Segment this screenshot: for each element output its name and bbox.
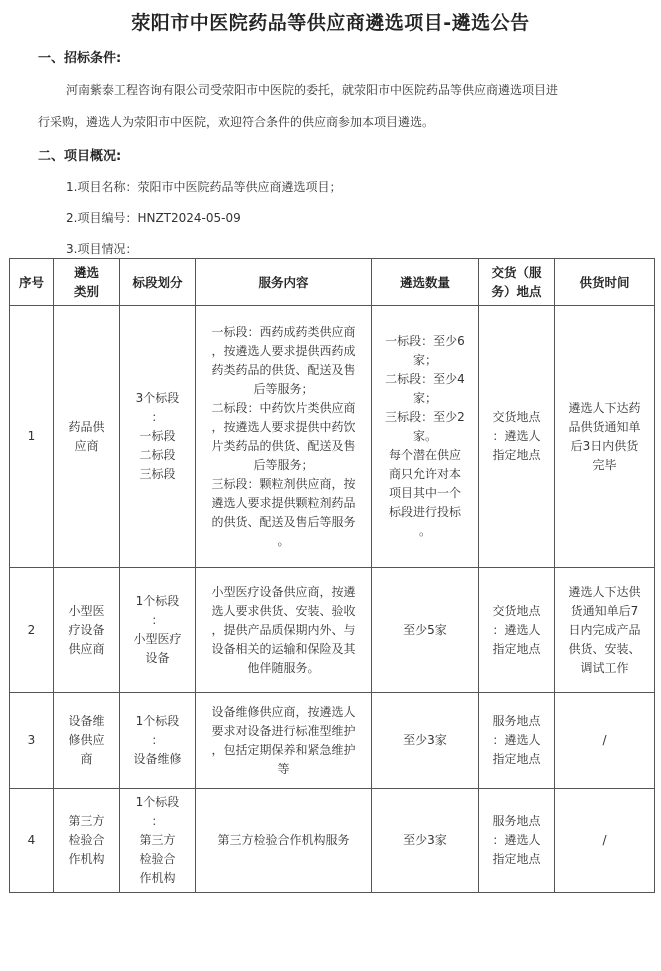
table-row (10, 568, 655, 693)
row-time: / (555, 789, 655, 893)
row-time: / (555, 693, 655, 789)
row-qty: 至少5家 (372, 568, 479, 693)
project-name-item: 1.项目名称：荥阳市中医院药品等供应商遴选项目； (66, 180, 342, 194)
paragraph-line-2: 行采购，遴选人为荥阳市中医院，欢迎符合条件的供应商参加本项目遴选。 (38, 115, 435, 129)
row-service: 设备维修供应商，按遴选人 要求对设备进行标准型维护 ，包括定期保养和紧急维护 等 (196, 693, 372, 789)
header-seq: 序号 (10, 259, 54, 306)
row-qty: 至少3家 (372, 789, 479, 893)
row-time: 遴选人下达供 货通知单后7 日内完成产品 供货、安装、 调试工作 (555, 568, 655, 693)
header-service: 服务内容 (196, 259, 372, 306)
row-location: 服务地点 ：遴选人 指定地点 (479, 789, 555, 893)
table-row (10, 789, 655, 893)
row-category: 第三方 检验合 作机构 (54, 789, 120, 893)
row-seq: 1 (10, 306, 54, 568)
row-qty: 一标段：至少6 家； 二标段：至少4 家； 三标段：至少2 家。 每个潜在供应 商只允许对本 项目其中一个 标段进行投标 。 (372, 306, 479, 568)
table-row (10, 693, 655, 789)
row-location: 服务地点 ：遴选人 指定地点 (479, 693, 555, 789)
row-lot: 1个标段 ： 第三方 检验合 作机构 (120, 789, 196, 893)
row-service: 第三方检验合作机构服务 (196, 789, 372, 893)
project-number-item: 2.项目编号：HNZT2024-05-09 (66, 211, 241, 225)
row-service: 小型医疗设备供应商，按遴 选人要求供货、安装、验收 ，提供产品质保期内外、与 设备相关的运输和保险及其 他伴随服务。 (196, 568, 372, 693)
header-lot: 标段划分 (120, 259, 196, 306)
row-lot: 3个标段 ： 一标段 二标段 三标段 (120, 306, 196, 568)
row-category: 小型医 疗设备 供应商 (54, 568, 120, 693)
row-seq: 4 (10, 789, 54, 893)
project-situation-item: 3.项目情况： (66, 242, 138, 256)
row-seq: 2 (10, 568, 54, 693)
row-location: 交货地点 ：遴选人 指定地点 (479, 568, 555, 693)
table-row (10, 306, 655, 568)
paragraph-line-1: 河南紫泰工程咨询有限公司受荥阳市中医院的委托，就荥阳市中医院药品等供应商遴选项目进 (66, 83, 559, 97)
section-heading-project-overview: 二、项目概况: (38, 149, 122, 164)
section-heading-tender-conditions: 一、招标条件: (38, 51, 122, 66)
row-location: 交货地点 ：遴选人 指定地点 (479, 306, 555, 568)
project-table (9, 258, 655, 893)
row-time: 遴选人下达药 品供货通知单 后3日内供货 完毕 (555, 306, 655, 568)
header-qty: 遴选数量 (372, 259, 479, 306)
header-location: 交货（服 务）地点 (479, 259, 555, 306)
row-category: 设备维 修供应 商 (54, 693, 120, 789)
row-lot: 1个标段 ： 设备维修 (120, 693, 196, 789)
page-title: 荥阳市中医院药品等供应商遴选项目-遴选公告 (131, 12, 530, 34)
row-service: 一标段：西药成药类供应商 ，按遴选人要求提供西药成 药类药品的供货、配送及售 后等服务； 二标段：中药饮片类供应商 ，按遴选人要求提供中药饮 片类药品的供货、配送及售 后等服务； 三标段：颗粒剂供应商，按 遴选人要求提供颗粒剂药品 的供货、配送及售后等服务 。 (196, 306, 372, 568)
row-category: 药品供 应商 (54, 306, 120, 568)
table-header-row (10, 259, 655, 306)
row-lot: 1个标段 ： 小型医疗 设备 (120, 568, 196, 693)
header-time: 供货时间 (555, 259, 655, 306)
header-category: 遴选 类别 (54, 259, 120, 306)
row-seq: 3 (10, 693, 54, 789)
row-qty: 至少3家 (372, 693, 479, 789)
